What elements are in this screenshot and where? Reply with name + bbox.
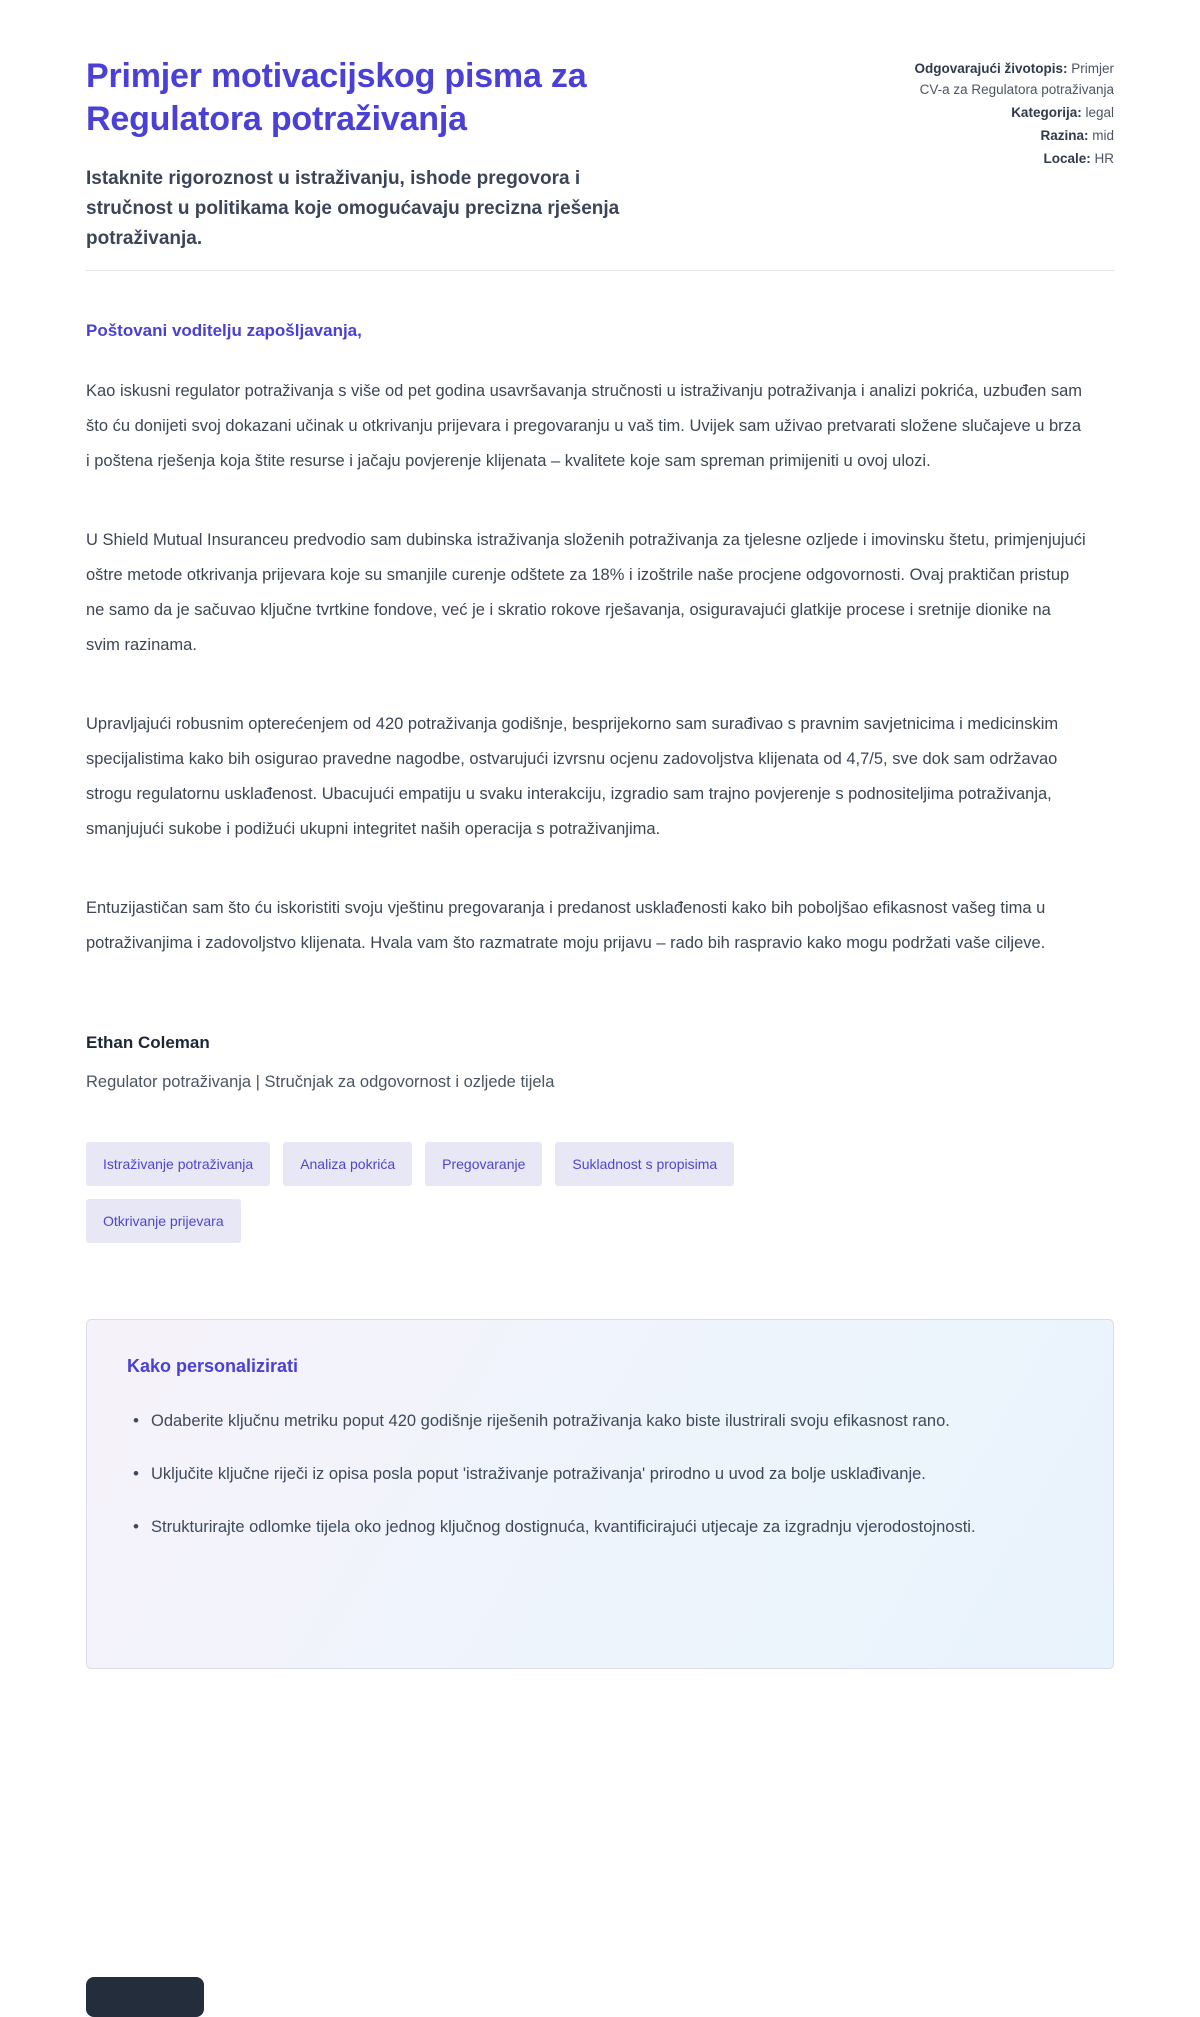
tips-list bbox=[127, 1403, 1073, 1545]
meta-panel bbox=[889, 55, 1114, 172]
page-subtitle: Istaknite rigoroznost u istraživanju, ishode pregovora i stručnost u politikama koje omogućavaju precizna rješenja potraživanja. bbox=[86, 168, 620, 249]
header-title-block bbox=[86, 55, 726, 254]
page-title: Primjer motivacijskog pisma za Regulatora potraživanja bbox=[86, 57, 587, 138]
skill-tag-negotiation: Pregovaranje bbox=[425, 1142, 542, 1186]
personalization-tips-box bbox=[86, 1319, 1114, 1669]
meta-category bbox=[889, 103, 1114, 124]
skill-tag-regulatory-compliance: Sukladnost s propisima bbox=[555, 1142, 734, 1186]
tip-item-3: • Strukturirajte odlomke tijela oko jednog ključnog dostignuća, kvantificirajući utjecaje za izgradnju vjerodostojnosti. bbox=[127, 1509, 1007, 1545]
meta-level bbox=[889, 126, 1114, 147]
skill-tag-list bbox=[86, 1142, 846, 1243]
meta-category-label: Kategorija: bbox=[1011, 104, 1082, 120]
meta-resume-label: Odgovarajući životopis: bbox=[914, 61, 1068, 76]
skill-tag-coverage-analysis: Analiza pokrića bbox=[283, 1142, 412, 1186]
letter-paragraph-4: Entuzijastičan sam što ću iskoristiti svoju vještinu pregovaranja i predanost usklađenosti kako bih poboljšao efikasnost vašeg tima u potraživanjima i zadovoljstvo klijenata. Hvala vam što razmatrate moju prijavu – rado bih raspravio kako mogu podržati vaše ciljeve. bbox=[86, 899, 1046, 952]
meta-category-value: legal bbox=[1085, 104, 1114, 120]
letter-paragraph-3: Upravljajući robusnim opterećenjem od 420 potraživanja godišnje, besprijekorno sam surađivao s pravnim savjetnicima i medicinskim specijalistima kako bih osigurao pravedne nagodbe, ostvarujući izvrsnu ocjenu zadovoljstva klijenata od 4,7/5, sve dok sam održavao strogu regulatornu usklađenost. Ubacujući empatiju u svaku interakciju, izgradio sam trajno povjerenje s podnositeljima potraživanja, smanjujući sukobe i podižući ukupni integritet naših operacija s potraživanjima. bbox=[86, 715, 1059, 838]
meta-resume-value: Primjer CV-a za Regulatora potraživanja bbox=[919, 61, 1114, 97]
letter-greeting: Poštovani voditelju zapošljavanja, bbox=[86, 321, 362, 340]
tip-item-1: • Odaberite ključnu metriku poput 420 godišnje riješenih potraživanja kako biste ilustrirali svoju efikasnost rano. bbox=[127, 1403, 1007, 1439]
tip-item-2: • Uključite ključne riječi iz opisa posla poput 'istraživanje potraživanja' prirodno u uvod za bolje usklađivanje. bbox=[127, 1456, 1007, 1492]
letter-body bbox=[86, 321, 1114, 1669]
meta-locale-value: HR bbox=[1094, 150, 1114, 166]
footer-button-partial[interactable] bbox=[86, 1977, 204, 2017]
meta-locale-label: Locale: bbox=[1043, 150, 1091, 166]
letter-paragraph-1: Kao iskusni regulator potraživanja s više od pet godina usavršavanja stručnosti u istraživanju potraživanja i analizi pokrića, uzbuđen sam što ću donijeti svoj dokazani učinak u otkrivanju prijevara i pregovaranju u vaš tim. Uvijek sam uživao pretvarati složene slučajeve u brza i poštena rješenja koja štite resurse i jačaju povjerenje klijenata – kvalitete koje sam spreman primijeniti u ovoj ulozi. bbox=[86, 382, 1083, 470]
meta-level-label: Razina: bbox=[1040, 127, 1089, 143]
skill-tag-claims-investigation: Istraživanje potraživanja bbox=[86, 1142, 270, 1186]
tips-title: Kako personalizirati bbox=[127, 1356, 299, 1376]
signature-name: Ethan Coleman bbox=[86, 1033, 210, 1052]
meta-matching-resume bbox=[889, 59, 1114, 101]
meta-level-value: mid bbox=[1092, 127, 1114, 143]
letter-paragraph-2: U Shield Mutual Insuranceu predvodio sam dubinska istraživanja složenih potraživanja za tjelesne ozljede i imovinsku štetu, primjenjujući oštre metode otkrivanja prijevara koje su smanjile curenje odštete za 18% i izoštrile naše procjene odgovornosti. Ovaj praktičan pristup ne samo da je sačuvao ključne tvrtkine fondove, već je i skratio rokove rješavanja, osiguravajući glatkije procese i sretnije dionike na svim razinama. bbox=[86, 531, 1086, 654]
skill-tag-fraud-detection: Otkrivanje prijevara bbox=[86, 1199, 241, 1243]
signature-role: Regulator potraživanja | Stručnjak za odgovornost i ozljede tijela bbox=[86, 1073, 555, 1091]
meta-locale bbox=[889, 149, 1114, 170]
header bbox=[86, 55, 1114, 271]
